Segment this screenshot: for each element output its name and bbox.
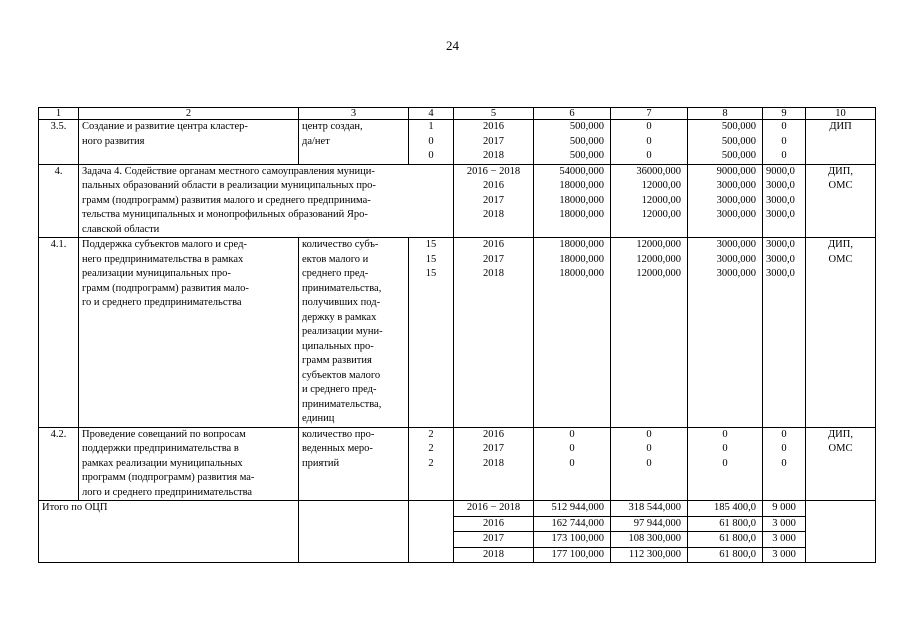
cell-line: веденных меро-: [302, 443, 373, 454]
total-col8: 61 800,0: [688, 516, 763, 532]
cell-line: 2: [428, 443, 434, 454]
cell-line: 12000,000: [636, 239, 681, 250]
total-col6: 162 744,000: [534, 516, 611, 532]
row-col7: [611, 427, 688, 501]
cell-line: среднего пред-: [302, 268, 369, 279]
row-executor: [806, 427, 876, 501]
cell-line: единиц: [302, 413, 335, 424]
cell-line: 0: [781, 121, 787, 132]
cell-line: 18000,000: [559, 239, 604, 250]
cell-line: 18000,000: [559, 253, 604, 265]
cell-line: ектов малого и: [302, 253, 369, 265]
cell-line: него предпринимательства в рамках: [82, 253, 244, 265]
table-row: [39, 164, 876, 238]
total-col9: 3 000: [763, 532, 806, 548]
cell-line: 3000,000: [716, 253, 756, 265]
row-col7: [611, 164, 688, 238]
row-executor: [806, 120, 876, 165]
cell-line: 12000,00: [641, 194, 681, 206]
row-col7: [611, 120, 688, 165]
cell-line: 9000,000: [716, 165, 756, 177]
cell-line: славской области: [82, 223, 160, 235]
cell-line: 2016 − 2018: [466, 165, 521, 177]
cell-line: 0: [428, 135, 434, 147]
cell-line: 0: [722, 428, 728, 440]
cell-line: 3000,0: [766, 253, 795, 265]
cell-line: 0: [646, 121, 652, 132]
cell-line: рамках реализации муниципальных: [82, 457, 243, 469]
cell-line: 12000,00: [641, 180, 681, 191]
cell-line: 3000,0: [766, 194, 795, 206]
cell-line: 2018: [483, 457, 504, 469]
total-year: 2018: [454, 547, 534, 563]
cell-line: 9000,0: [766, 165, 795, 177]
cell-line: получивших под-: [302, 297, 381, 308]
row-number: 4.: [39, 164, 79, 238]
cell-line: 0: [569, 443, 575, 454]
cell-line: 3000,000: [716, 239, 756, 250]
total-year: 2016 − 2018: [454, 501, 534, 517]
cell-line: 3000,000: [716, 268, 756, 279]
header-cell: 8: [688, 108, 763, 120]
cell-line: 500,000: [721, 135, 756, 147]
cell-line: да/нет: [302, 135, 330, 147]
cell-line: 3000,0: [766, 239, 795, 250]
cell-line: ДИП: [829, 121, 852, 132]
cell-line: 500,000: [721, 121, 756, 132]
cell-line: 500,000: [721, 150, 756, 161]
cell-line: пальных образований области в реализации муниципальных про-: [82, 180, 376, 191]
cell-line: 2017: [483, 194, 504, 206]
cell-line: 15: [425, 268, 437, 279]
header-cell: 2: [79, 108, 299, 120]
cell-line: 2018: [483, 150, 504, 161]
cell-line: центр создан,: [302, 121, 363, 132]
row-executor: [806, 164, 876, 238]
cell-line: количество субъ-: [302, 239, 379, 250]
cell-line: 0: [722, 457, 728, 469]
cell-line: 3000,000: [716, 194, 756, 206]
cell-line: ДИП,: [828, 165, 853, 177]
cell-line: 2016: [483, 239, 504, 250]
cell-line: 2016: [483, 121, 504, 132]
row-years: [454, 427, 534, 501]
cell-line: поддержки предпринимательства в: [82, 443, 239, 454]
row-name: [79, 120, 299, 165]
row-col6: [534, 120, 611, 165]
header-cell: 9: [763, 108, 806, 120]
cell-line: ДИП,: [828, 428, 853, 440]
row-values: [409, 427, 454, 501]
table-row: [39, 427, 876, 501]
total-empty-cell: [409, 501, 454, 563]
cell-line: и среднего пред-: [302, 384, 377, 395]
row-col7: [611, 238, 688, 428]
cell-line: 2017: [483, 253, 504, 265]
cell-line: 3000,0: [766, 209, 795, 220]
cell-line: грамм (подпрограмм) развития мало-: [82, 282, 249, 294]
cell-line: ОМС: [828, 443, 853, 454]
cell-line: Поддержка субъектов малого и сред-: [82, 239, 247, 250]
row-col6: [534, 238, 611, 428]
header-cell: 1: [39, 108, 79, 120]
cell-line: 0: [428, 150, 434, 161]
total-col6: 512 944,000: [534, 501, 611, 517]
cell-line: 500,000: [569, 150, 604, 161]
cell-line: 54000,000: [559, 165, 604, 177]
cell-line: 1: [428, 121, 434, 132]
row-col8: [688, 427, 763, 501]
cell-line: 0: [781, 150, 787, 161]
cell-line: 18000,000: [559, 268, 604, 279]
cell-line: 2: [428, 457, 434, 469]
total-col7: 108 300,000: [611, 532, 688, 548]
cell-line: субъектов малого: [302, 369, 381, 381]
total-label: Итого по ОЦП: [39, 501, 299, 563]
page-number: 24: [446, 38, 459, 53]
cell-line: 18000,000: [559, 180, 604, 191]
cell-line: 0: [569, 428, 575, 440]
row-number: 3.5.: [39, 120, 79, 165]
cell-line: 2018: [483, 209, 504, 220]
total-col6: 173 100,000: [534, 532, 611, 548]
cell-line: 18000,000: [559, 194, 604, 206]
row-years: [454, 164, 534, 238]
row-number: 4.1.: [39, 238, 79, 428]
cell-line: 36000,000: [636, 165, 681, 177]
cell-line: 500,000: [569, 121, 604, 132]
row-indicator: [299, 427, 409, 501]
total-col8: 61 800,0: [688, 547, 763, 563]
cell-line: Задача 4. Содействие органам местного самоуправления муници-: [82, 165, 375, 177]
cell-line: 2: [428, 428, 434, 440]
cell-line: 2016: [483, 180, 504, 191]
cell-line: 0: [781, 443, 787, 454]
program-table: [38, 107, 876, 563]
cell-line: 0: [646, 150, 652, 161]
row-col9: [763, 427, 806, 501]
row-indicator: [299, 120, 409, 165]
cell-line: 0: [722, 443, 728, 454]
cell-line: 3000,0: [766, 180, 795, 191]
cell-line: принимательства,: [302, 398, 382, 410]
row-name: [79, 238, 299, 428]
row-name: [79, 164, 454, 238]
cell-line: тельства муниципальных и монопрофильных образований Яро-: [82, 209, 368, 220]
cell-line: 0: [781, 135, 787, 147]
row-years: [454, 238, 534, 428]
header-row: [39, 108, 876, 120]
cell-line: 2018: [483, 268, 504, 279]
row-col8: [688, 164, 763, 238]
cell-line: Проведение совещаний по вопросам: [82, 428, 246, 440]
cell-line: лого и среднего предпринимательства: [82, 486, 253, 498]
cell-line: реализации муниципальных про-: [82, 268, 231, 279]
cell-line: 12000,00: [641, 209, 681, 220]
cell-line: 3000,0: [766, 268, 795, 279]
cell-line: 15: [425, 253, 437, 265]
cell-line: 2017: [483, 135, 504, 147]
row-values: [409, 238, 454, 428]
cell-line: 12000,000: [636, 268, 681, 279]
row-values: [409, 120, 454, 165]
cell-line: Создание и развитие центра кластер-: [82, 121, 248, 132]
cell-line: 0: [646, 443, 652, 454]
row-indicator: [299, 238, 409, 428]
cell-line: 500,000: [569, 135, 604, 147]
cell-line: ципальных про-: [302, 340, 374, 352]
total-col7: 318 544,000: [611, 501, 688, 517]
table-row: [39, 238, 876, 428]
cell-line: грамм развития: [302, 355, 372, 366]
total-year: 2017: [454, 532, 534, 548]
total-col7: 97 944,000: [611, 516, 688, 532]
cell-line: 3000,000: [716, 209, 756, 220]
cell-line: го и среднего предпринимательства: [82, 297, 242, 308]
cell-line: 15: [425, 239, 437, 250]
row-years: [454, 120, 534, 165]
cell-line: 0: [646, 457, 652, 469]
row-col8: [688, 238, 763, 428]
cell-line: приятий: [302, 457, 340, 469]
cell-line: грамм (подпрограмм) развития малого и среднего предпринима-: [82, 194, 371, 206]
total-col8: 185 400,0: [688, 501, 763, 517]
header-cell: 7: [611, 108, 688, 120]
total-col8: 61 800,0: [688, 532, 763, 548]
cell-line: держку в рамках: [302, 311, 377, 323]
row-col8: [688, 120, 763, 165]
cell-line: реализации муни-: [302, 326, 383, 337]
cell-line: 3000,000: [716, 180, 756, 191]
row-name: [79, 427, 299, 501]
total-col9: 3 000: [763, 547, 806, 563]
total-col9: 3 000: [763, 516, 806, 532]
cell-line: 2016: [483, 428, 504, 440]
cell-line: 0: [646, 428, 652, 440]
cell-line: 2017: [483, 443, 504, 454]
cell-line: ного развития: [82, 135, 145, 147]
total-empty-cell: [299, 501, 409, 563]
row-col9: [763, 120, 806, 165]
header-cell: 10: [806, 108, 876, 120]
header-cell: 3: [299, 108, 409, 120]
total-col7: 112 300,000: [611, 547, 688, 563]
row-col9: [763, 164, 806, 238]
cell-line: программ (подпрограмм) развития ма-: [82, 472, 255, 483]
row-number: 4.2.: [39, 427, 79, 501]
cell-line: ОМС: [828, 180, 853, 191]
cell-line: ОМС: [828, 253, 853, 265]
row-executor: [806, 238, 876, 428]
total-year: 2016: [454, 516, 534, 532]
cell-line: 0: [569, 457, 575, 469]
row-col6: [534, 164, 611, 238]
row-col6: [534, 427, 611, 501]
header-cell: 5: [454, 108, 534, 120]
header-cell: 6: [534, 108, 611, 120]
total-empty-cell: [806, 501, 876, 563]
cell-line: 0: [646, 135, 652, 147]
header-cell: 4: [409, 108, 454, 120]
cell-line: количество про-: [302, 428, 375, 440]
cell-line: ДИП,: [828, 239, 853, 250]
table-row: [39, 120, 876, 165]
total-col9: 9 000: [763, 501, 806, 517]
total-col6: 177 100,000: [534, 547, 611, 563]
cell-line: принимательства,: [302, 282, 382, 294]
cell-line: 0: [781, 428, 787, 440]
cell-line: 18000,000: [559, 209, 604, 220]
cell-line: 12000,000: [636, 253, 681, 265]
cell-line: 0: [781, 457, 787, 469]
total-row: [39, 501, 876, 517]
row-col9: [763, 238, 806, 428]
